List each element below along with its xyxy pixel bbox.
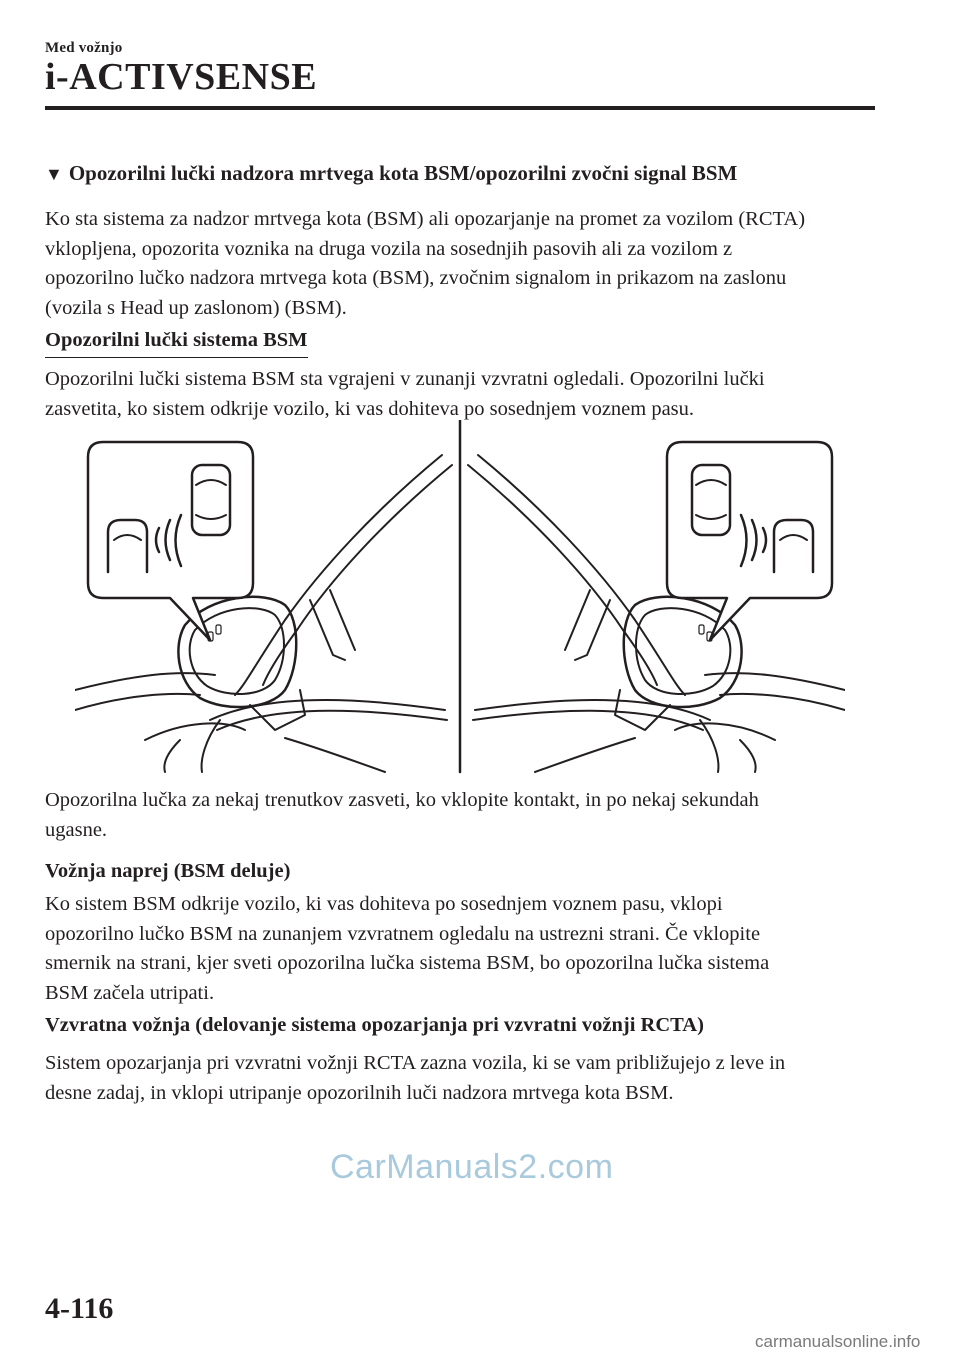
reverse-paragraph [45,1049,885,1108]
section-heading [45,160,885,187]
footer-site-link[interactable]: carmanualsonline.info [755,1332,921,1351]
forward-line: Ko sistem BSM odkrije vozilo, ki vas dohiteva po sosednjem voznem pasu, vklopi [45,893,723,915]
section-heading-text: Opozorilni lučki nadzora mrtvega kota BSM/opozorilni zvočni signal BSM [68,161,738,185]
reverse-line: desne zadaj, in vklopi utripanje opozorilnih luči nadzora mrtvega kota BSM. [45,1081,674,1104]
intro-line: opozorilno lučko nadzora mrtvega kota (BSM), zvočnim signalom in prikazom na zaslonu [45,267,787,289]
indicator-line: Opozorilna lučka za nekaj trenutkov zasveti, ko vklopite kontakt, in po nekaj sekundah [45,789,759,811]
reverse-line: Sistem opozarjanja pri vzvratni vožnji RCTA zazna vozila, ki se vam približujejo z leve in [45,1052,786,1074]
intro-line: Ko sta sistema za nadzor mrtvega kota (BSM) ali opozarjanje na promet za vozilom (RCTA) [45,208,806,230]
watermark-text: CarManuals2.com [330,1148,614,1186]
chapter-label: Med vožnjo [45,40,123,56]
forward-paragraph [45,890,885,1008]
page-number: 4-116 [45,1292,114,1325]
triangle-marker-icon: ▼ [45,164,63,184]
header-divider [45,106,875,110]
intro-paragraph [45,205,885,323]
indicator-line: ugasne. [45,818,108,841]
forward-line: smernik na strani, kjer sveti opozorilna lučka sistema BSM, bo opozorilna lučka sistema [45,952,770,974]
intro-line: vklopljena, opozorita voznika na druga vozila na sosednjih pasovih ali za vozilom z [45,237,733,260]
forward-line: BSM začela utripati. [45,981,215,1004]
mirror-illustration [75,420,845,780]
lights-line: Opozorilni lučki sistema BSM sta vgrajeni v zunanji vzvratni ogledali. Opozorilni lučki [45,368,765,390]
lights-line: zasvetita, ko sistem odkrije vozilo, ki vas dohiteva po sosednjem voznem pasu. [45,397,695,420]
indicator-paragraph [45,786,885,845]
subsection-title-forward: Vožnja naprej (BSM deluje) [45,860,291,882]
forward-line: opozorilno lučko BSM na zunanjem vzvratnem ogledalu na ustrezni strani. Če vklopite [45,922,761,945]
subsection-title-lights: Opozorilni lučki sistema BSM [45,327,308,358]
subsection-title-reverse: Vzvratna vožnja (delovanje sistema opozarjanja pri vzvratni vožnji RCTA) [45,1014,704,1036]
intro-line: (vozila s Head up zaslonom) (BSM). [45,296,347,319]
page-title: i-ACTIVSENSE [45,56,318,98]
lights-paragraph [45,365,885,424]
